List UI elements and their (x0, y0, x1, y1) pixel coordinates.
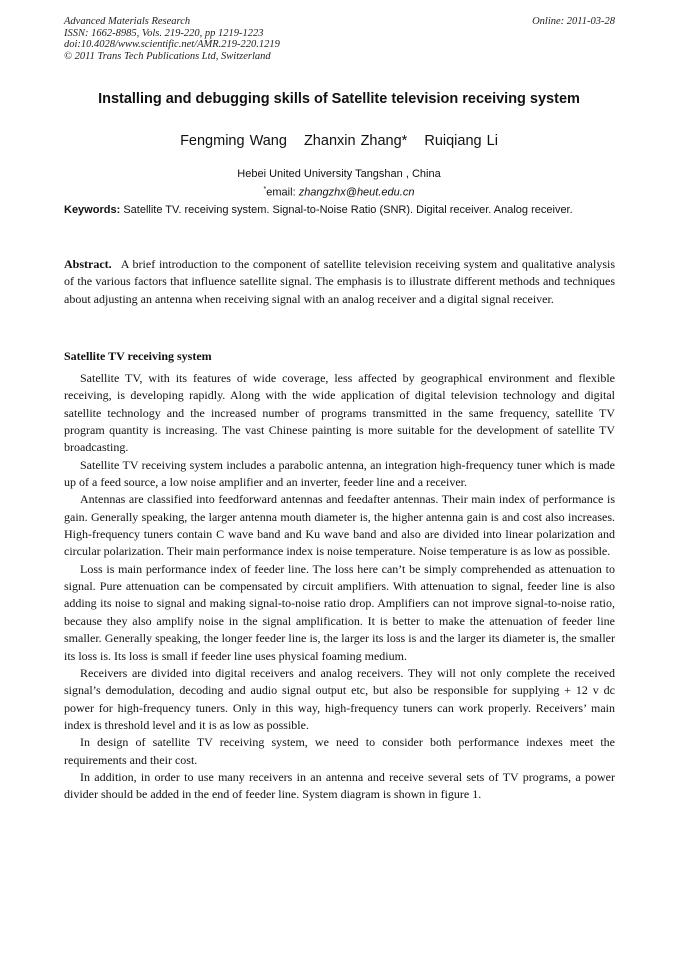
online-date: Online: 2011-03-28 (532, 16, 615, 27)
publication-header (64, 16, 615, 62)
keywords-block (64, 202, 615, 219)
email-address: zhangzhx@heut.edu.cn (298, 186, 415, 199)
paper-title: Installing and debugging skills of Satellite television receiving system (98, 91, 580, 107)
issn-line: ISSN: 1662-8985, Vols. 219-220, pp 1219-1223 (64, 27, 264, 39)
doi-line: doi:10.4028/www.scientific.net/AMR.219-220.1219 (64, 39, 280, 50)
body-paragraph: In addition, in order to use many receivers in an antenna and receive several sets of TV programs, a power divider should be added in the end of feeder line. System diagram is shown in figure 1. (64, 769, 615, 802)
abstract-text: A brief introduction to the component of satellite television receiving system and qualitative analysis of the various factors that influence satellite signal. The emphasis is to illustrate different methods and techniques about adjusting an antenna when receiving signal with an analog receiver and a digital signal receiver. (64, 257, 615, 306)
abstract-label: Abstract. (64, 257, 112, 271)
keywords-text: Satellite TV. receiving system. Signal-to-Noise Ratio (SNR). Digital receiver. Analog receiver. (123, 204, 573, 216)
body-paragraph: In design of satellite TV receiving system, we need to consider both performance indexes meet the requirements and their cost. (64, 735, 615, 767)
body-paragraph: Satellite TV receiving system includes a parabolic antenna, an integration high-frequency tuner which is made up of a feed source, a low noise amplifier and an inverter, feeder line and a receiver. (64, 457, 615, 490)
author-name: Fengming Wang (180, 133, 287, 149)
email-line (40, 182, 638, 201)
affiliation: Hebei United University Tangshan , China (237, 168, 441, 180)
keywords-label: Keywords: (64, 204, 121, 216)
journal-name: Advanced Materials Research (64, 16, 191, 27)
body-paragraph: Satellite TV, with its features of wide coverage, less affected by geographical environment and flexible receiving, is developing rapidly. Along with the wide application of digital television technology and digital satellite technology and the increased number of programs transmitted in the same frequency, satellite TV program quantity is increasing. The vast Chinese painting is more suitable for the development of satellite TV broadcasting. (64, 371, 615, 455)
section-body (64, 370, 615, 804)
body-paragraph: Loss is main performance index of feeder line. The loss here can’t be simply comprehended as attenuation to signal. Pure attenuation can be compensated by circuit amplifiers. With attenuation to signal, feeder line is also adding its noise to signal and making signal-to-noise ratio drop. Amplifiers can not improve signal-to-noise ratio, because they also amplify noise in the signal amplification. It is better to make the attenuation of feeder line smaller. Generally speaking, the longer feeder line is, the larger its loss is and the larger its diameter is, the smaller its loss is. Its loss is small if feeder line uses physical foaming medium. (64, 561, 615, 663)
body-paragraph: Antennas are classified into feedforward antennas and feedafter antennas. Their main index of performance is gain. Generally speaking, the larger antenna mouth diameter is, the higher antenna gain is and cost also increases. High-frequency tuners contain C wave band and Ku wave band and also are divided into linear polarization and circular polarization. Their main performance index is noise temperature. Noise temperature is as low as possible. (64, 492, 615, 559)
author-name: Zhanxin Zhang* (303, 133, 408, 149)
author-list (40, 132, 638, 150)
abstract-block (64, 256, 615, 308)
section-heading: Satellite TV receiving system (64, 349, 212, 363)
copyright-line: © 2011 Trans Tech Publications Ltd, Switzerland (64, 50, 271, 62)
email-prefix: email: (266, 186, 299, 199)
author-name: Ruiqiang Li (424, 133, 498, 149)
corresponding-marker: * (263, 186, 267, 193)
body-paragraph: Receivers are divided into digital receivers and analog receivers. They will not only complete the received signal’s demodulation, decoding and audio signal output etc, but also be responsible for supplying + 12 v dc power for high-frequency tuners. Only in this way, high-frequency tuners can work properly. Receivers’ main index is threshold level and it is as low as possible. (64, 665, 615, 732)
